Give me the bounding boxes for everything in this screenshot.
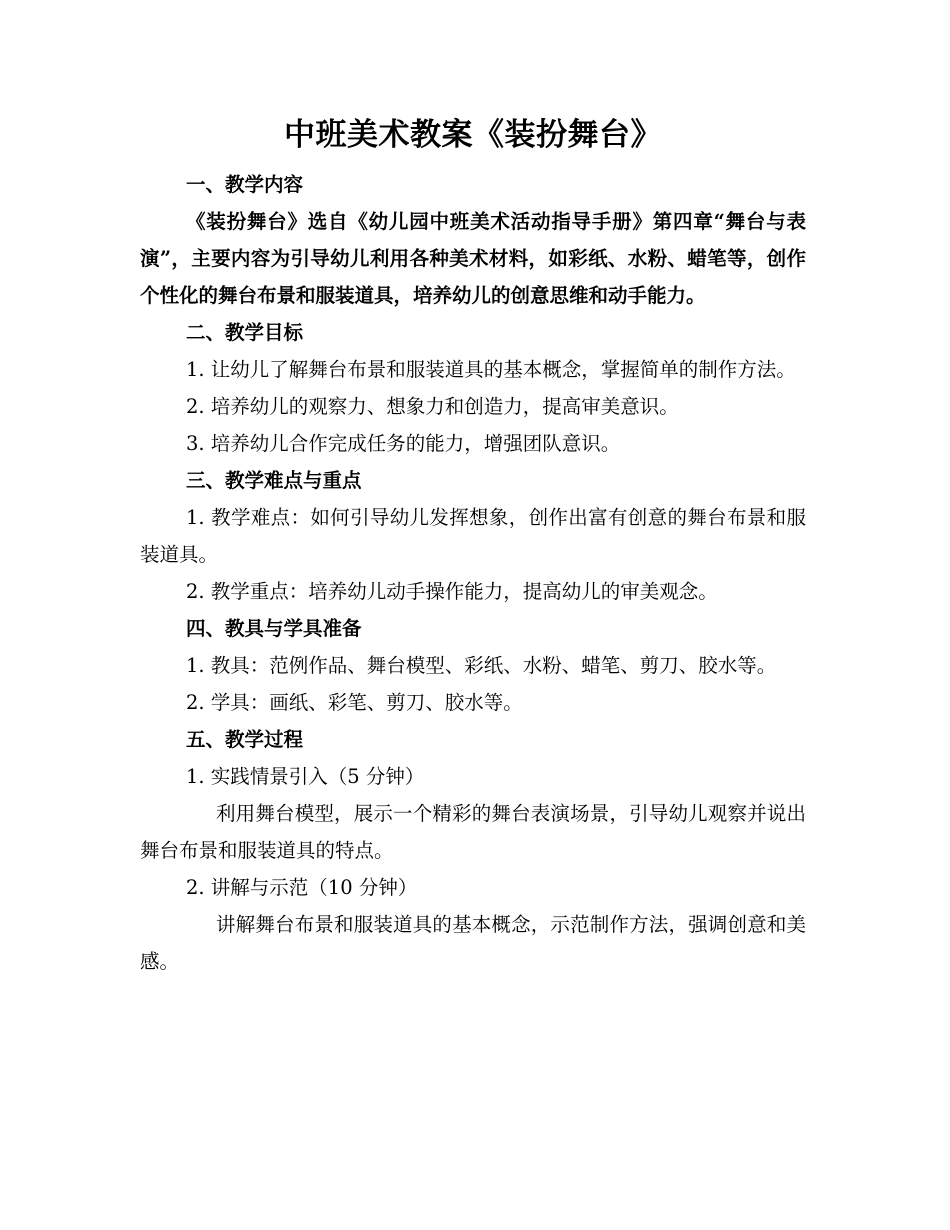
section-heading-content: 一、教学内容: [186, 173, 304, 196]
difficulty-item-2: 2. 教学重点：培养幼儿动手操作能力，提高幼儿的审美观念。: [186, 580, 718, 603]
tools-item-1: 1. 教具：范例作品、舞台模型、彩纸、水粉、蜡笔、剪刀、胶水等。: [186, 654, 777, 677]
goal-item-1: 1. 让幼儿了解舞台布景和服装道具的基本概念，掌握简单的制作方法。: [186, 358, 796, 381]
process-step-1-text: 利用舞台模型，展示一个精彩的舞台表演场景，引导幼儿观察并说出舞台布景和服装道具的特点。: [140, 802, 806, 862]
process-step-1-title: 1. 实践情景引入（5 分钟）: [186, 765, 425, 788]
goal-item-2: 2. 培养幼儿的观察力、想象力和创造力，提高审美意识。: [186, 395, 679, 418]
content-paragraph: 《装扮舞台》选自《幼儿园中班美术活动指导手册》第四章“舞台与表演”，主要内容为引导幼儿利用各种美术材料，如彩纸、水粉、蜡笔等，创作个性化的舞台布景和服装道具，培养幼儿的创意思维和动手能力。: [140, 210, 806, 307]
goal-item-3: 3. 培养幼儿合作完成任务的能力，增强团队意识。: [186, 432, 621, 455]
document-page: [140, 112, 806, 980]
section-heading-process: 五、教学过程: [186, 728, 304, 751]
document-title: 中班美术教案《装扮舞台》: [284, 117, 662, 153]
tools-item-2: 2. 学具：画纸、彩笔、剪刀、胶水等。: [186, 691, 523, 714]
process-step-2-title: 2. 讲解与示范（10 分钟）: [186, 876, 418, 899]
process-step-2-text: 讲解舞台布景和服装道具的基本概念，示范制作方法，强调创意和美感。: [140, 913, 806, 973]
section-heading-difficulty: 三、教学难点与重点: [186, 469, 362, 492]
section-heading-goals: 二、教学目标: [186, 321, 304, 344]
section-heading-tools: 四、教具与学具准备: [186, 617, 362, 640]
difficulty-item-1: 1. 教学难点：如何引导幼儿发挥想象，创作出富有创意的舞台布景和服装道具。: [140, 506, 806, 566]
